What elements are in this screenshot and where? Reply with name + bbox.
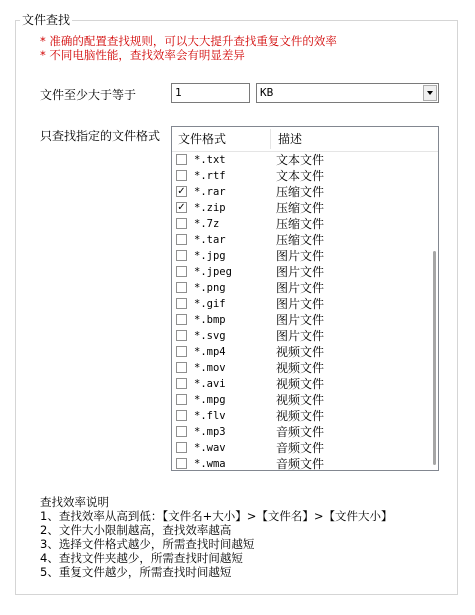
help-line-4: 4、查找文件夹越少，所需查找时间越短 bbox=[40, 551, 243, 565]
format-extension: *.png bbox=[194, 282, 226, 294]
format-extension: *.svg bbox=[194, 330, 226, 342]
group-title: 文件查找 bbox=[22, 13, 71, 27]
list-item[interactable] bbox=[172, 168, 429, 184]
format-description: 压缩文件 bbox=[276, 201, 325, 215]
format-description: 视频文件 bbox=[276, 409, 325, 423]
check-icon: ✓ bbox=[177, 186, 186, 197]
format-description: 视频文件 bbox=[276, 393, 325, 407]
format-description: 图片文件 bbox=[276, 281, 325, 295]
help-line-2: 2、文件大小限制越高，查找效率越高 bbox=[40, 523, 232, 537]
format-description: 压缩文件 bbox=[276, 185, 325, 199]
column-header-description[interactable]: 描述 bbox=[278, 132, 303, 146]
format-checkbox[interactable] bbox=[176, 250, 187, 261]
list-header bbox=[172, 127, 438, 152]
format-description: 文本文件 bbox=[276, 153, 325, 167]
list-item[interactable] bbox=[172, 312, 429, 328]
format-description: 音频文件 bbox=[276, 425, 325, 439]
note-line-2: * 不同电脑性能，查找效率会有明显差异 bbox=[40, 48, 245, 62]
format-extension: *.rar bbox=[194, 186, 226, 198]
format-checkbox[interactable] bbox=[176, 186, 187, 197]
format-description: 音频文件 bbox=[276, 457, 325, 471]
format-extension: *.tar bbox=[194, 234, 226, 246]
format-checkbox[interactable] bbox=[176, 330, 187, 341]
help-title: 查找效率说明 bbox=[40, 495, 109, 509]
format-description: 图片文件 bbox=[276, 329, 325, 343]
list-item[interactable] bbox=[172, 152, 429, 168]
format-checkbox[interactable] bbox=[176, 442, 187, 453]
list-item[interactable] bbox=[172, 232, 429, 248]
format-extension: *.mp3 bbox=[194, 426, 226, 438]
list-item[interactable] bbox=[172, 424, 429, 440]
list-item[interactable] bbox=[172, 440, 429, 456]
format-extension: *.7z bbox=[194, 218, 220, 230]
column-divider[interactable] bbox=[270, 129, 271, 149]
list-item[interactable] bbox=[172, 264, 429, 280]
format-description: 图片文件 bbox=[276, 297, 325, 311]
format-description: 视频文件 bbox=[276, 361, 325, 375]
list-item[interactable] bbox=[172, 280, 429, 296]
format-extension: *.wma bbox=[194, 458, 226, 470]
check-icon: ✓ bbox=[177, 202, 186, 213]
format-extension: *.mpg bbox=[194, 394, 226, 406]
format-extension: *.wav bbox=[194, 442, 226, 454]
format-description: 视频文件 bbox=[276, 345, 325, 359]
format-checkbox[interactable] bbox=[176, 218, 187, 229]
list-item[interactable] bbox=[172, 248, 429, 264]
format-extension: *.jpg bbox=[194, 250, 226, 262]
help-line-5: 5、重复文件越少，所需查找时间越短 bbox=[40, 565, 232, 579]
format-description: 压缩文件 bbox=[276, 233, 325, 247]
list-item[interactable] bbox=[172, 296, 429, 312]
list-item[interactable] bbox=[172, 376, 429, 392]
format-extension: *.zip bbox=[194, 202, 226, 214]
format-description: 图片文件 bbox=[276, 265, 325, 279]
min-size-input[interactable]: 1 bbox=[171, 83, 250, 103]
format-extension: *.jpeg bbox=[194, 266, 232, 278]
format-checkbox[interactable] bbox=[176, 378, 187, 389]
format-extension: *.gif bbox=[194, 298, 226, 310]
size-unit-value: KB bbox=[260, 86, 274, 99]
size-unit-select[interactable] bbox=[256, 83, 439, 103]
list-item[interactable] bbox=[172, 344, 429, 360]
format-extension: *.avi bbox=[194, 378, 226, 390]
list-item[interactable] bbox=[172, 216, 429, 232]
format-extension: *.mov bbox=[194, 362, 226, 374]
format-checkbox[interactable] bbox=[176, 298, 187, 309]
format-extension: *.flv bbox=[194, 410, 226, 422]
format-description: 图片文件 bbox=[276, 249, 325, 263]
format-checkbox[interactable] bbox=[176, 458, 187, 469]
list-item[interactable] bbox=[172, 184, 429, 200]
format-description: 图片文件 bbox=[276, 313, 325, 327]
format-description: 音频文件 bbox=[276, 441, 325, 455]
scrollbar-thumb[interactable] bbox=[433, 251, 436, 465]
format-description: 压缩文件 bbox=[276, 217, 325, 231]
file-format-list[interactable] bbox=[171, 126, 439, 471]
column-header-format[interactable]: 文件格式 bbox=[178, 132, 227, 146]
format-checkbox[interactable] bbox=[176, 346, 187, 357]
list-item[interactable] bbox=[172, 328, 429, 344]
list-item[interactable] bbox=[172, 200, 429, 216]
format-checkbox[interactable] bbox=[176, 154, 187, 165]
list-item[interactable] bbox=[172, 392, 429, 408]
format-description: 文本文件 bbox=[276, 169, 325, 183]
format-checkbox[interactable] bbox=[176, 394, 187, 405]
format-extension: *.bmp bbox=[194, 314, 226, 326]
chevron-down-icon[interactable] bbox=[423, 85, 437, 101]
format-description: 视频文件 bbox=[276, 377, 325, 391]
list-body bbox=[172, 152, 429, 470]
format-extension: *.txt bbox=[194, 154, 226, 166]
help-line-3: 3、选择文件格式越少，所需查找时间越短 bbox=[40, 537, 255, 551]
list-item[interactable] bbox=[172, 360, 429, 376]
help-line-1: 1、查找效率从高到低：【文件名+大小】>【文件名】>【文件大小】 bbox=[40, 509, 393, 523]
format-checkbox[interactable] bbox=[176, 234, 187, 245]
format-checkbox[interactable] bbox=[176, 282, 187, 293]
format-extension: *.rtf bbox=[194, 170, 226, 182]
format-checkbox[interactable] bbox=[176, 426, 187, 437]
format-filter-label: 只查找指定的文件格式 bbox=[40, 129, 161, 143]
format-checkbox[interactable] bbox=[176, 202, 187, 213]
format-checkbox[interactable] bbox=[176, 266, 187, 277]
format-extension: *.mp4 bbox=[194, 346, 226, 358]
format-checkbox[interactable] bbox=[176, 410, 187, 421]
format-checkbox[interactable] bbox=[176, 314, 187, 325]
format-checkbox[interactable] bbox=[176, 170, 187, 181]
note-line-1: * 准确的配置查找规则，可以大大提升查找重复文件的效率 bbox=[40, 34, 337, 48]
list-item[interactable] bbox=[172, 456, 429, 471]
vertical-scrollbar[interactable] bbox=[430, 127, 438, 470]
format-checkbox[interactable] bbox=[176, 362, 187, 373]
min-size-label: 文件至少大于等于 bbox=[40, 88, 137, 102]
list-item[interactable] bbox=[172, 408, 429, 424]
